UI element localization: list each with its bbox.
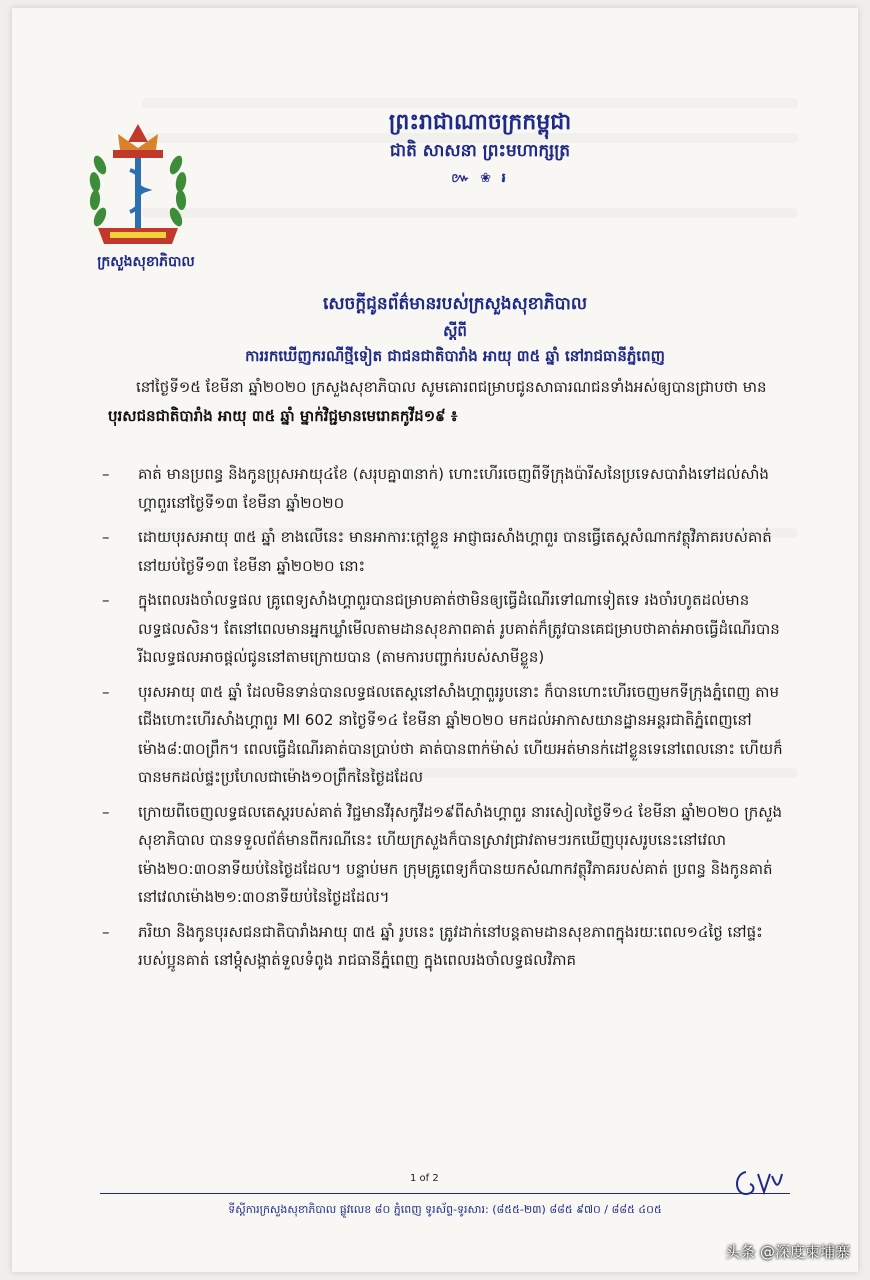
page-number: 1 of 2 [410,1173,439,1184]
ornament-divider: ៚ ❀ ៛ [451,171,509,186]
bullet-text: ក្នុងពេលរងចាំលទ្ធផល គ្រូពេទ្យសាំងហ្គាពួរបានជម្រាបគាត់ថាមិនឲ្យធ្វើដំណើរទៅណាទៀតទេ រងចាំរហូតដល់មានលទ្ធផលសិន។ តែនៅពេលមានអ្នកឃ្លាំមើលតាមដានសុខភាពគាត់ រូបគាត់ក៏ត្រូវបានគេជម្រាបថាគាត់អាចធ្វើដំណើរបាន រីឯលទ្ធផលអាចផ្តល់ជូននៅតាមក្រោយបាន (តាមការបញ្ជាក់របស់សាមីខ្លួន) [138,591,780,666]
press-release-subject: ការរកឃើញករណីថ្មីទៀត ជាជនជាតិបារាំង អាយុ ៣៥ ឆ្នាំ នៅរាជធានីភ្នំពេញ [245,347,665,365]
intro-text: នៅថ្ងៃទី១៥ ខែមីនា ឆ្នាំ២០២០ ក្រសួងសុខាភិបាល សូមគោរពជម្រាបជូនសាធារណជនទាំងអស់ឲ្យបានជ្រាបថា មាន [136,378,767,396]
bullet-text: ក្រោយពីចេញលទ្ធផលតេស្តរបស់គាត់ វិជ្ជមានវីរុសកូវីដ១៩ពីសាំងហ្គាពួរ នារសៀលថ្ងៃទី១៤ ខែមីនា ឆ្នាំ២០២០ ក្រសួងសុខាភិបាល បានទទួលព័ត៌មានពីករណីនេះ ហើយក្រសួងក៏បានស្រាវជ្រាវតាមៗរកឃើញបុរសរូបនេះនៅវេលាម៉ោង២០:៣០នាទីយប់នៃថ្ងៃដដែល។ បន្ទាប់មក ក្រុមគ្រូពេទ្យក៏បានយកសំណាកវត្ថុវិភាគរបស់គាត់ ប្រពន្ធ និងកូនគាត់ នៅវេលាម៉ោង២១:៣០នាទីយប់នៃថ្ងៃដដែល។ [138,802,783,906]
bullet-text: ដោយបុរសអាយុ ៣៥ ឆ្នាំ ខាងលើនេះ មានអាការៈក្តៅខ្លួន អាជ្ញាធរសាំងហ្គាពួរ បានធ្វើតេស្តសំណាកវត្ថុវិភាគរបស់គាត់នៅយប់ថ្ងៃទី១៣ ខែមីនា ឆ្នាំ២០២០ នោះ [138,528,772,575]
footer-divider [100,1193,790,1194]
bleed-through-line [142,208,798,218]
ministry-name: ក្រសួងសុខាភិបាល [97,254,195,270]
bullet-text: គាត់ មានប្រពន្ធ និងកូនប្រុសអាយុ៤ខែ (សរុបគ្នា៣នាក់) ហោះហើរចេញពីទីក្រុងប៉ារីសនៃប្រទេសបារាំងទៅដល់សាំងហ្គាពួរនៅថ្ងៃទី១៣ ខែមីនា ឆ្នាំ២០២០ [138,465,769,512]
bullet-list [102,460,788,981]
list-item: – ដោយបុរសអាយុ ៣៥ ឆ្នាំ ខាងលើនេះ មានអាការៈក្តៅខ្លួន អាជ្ញាធរសាំងហ្គាពួរ បានធ្វើតេស្តសំណាកវត្ថុវិភាគរបស់គាត់នៅយប់ថ្ងៃទី១៣ ខែមីនា ឆ្នាំ២០២០ នោះ [102,528,772,575]
list-item: – គាត់ មានប្រពន្ធ និងកូនប្រុសអាយុ៤ខែ (សរុបគ្នា៣នាក់) ហោះហើរចេញពីទីក្រុងប៉ារីសនៃប្រទេសបារាំងទៅដល់សាំងហ្គាពួរនៅថ្ងៃទី១៣ ខែមីនា ឆ្នាំ២០២០ [102,465,769,512]
intro-bold-text: បុរសជនជាតិបារាំង អាយុ ៣៥ ឆ្នាំ ម្នាក់វិជ្ជមានមេរោគកូវីដ១៩ ៖ [108,406,458,425]
ministry-of-health-emblem-icon [78,120,198,270]
bullet-text: បុរសអាយុ ៣៥ ឆ្នាំ ដែលមិនទាន់បានលទ្ធផលតេស្តនៅសាំងហ្គាពួររូបនោះ ក៏បានហោះហើរចេញមកទីក្រុងភ្នំពេញ តាមជើងហោះហើរសាំងហ្គាពួរ MI 602 នាថ្ងៃទី១៤ ខែមីនា ឆ្នាំ២០២០ មកដល់អាកាសយានដ្ឋានអន្តរជាតិភ្នំពេញនៅម៉ោង៨:៣០ព្រឹក។ ពេលធ្វើដំណើរគាត់បានប្រាប់ថា គាត់បានពាក់ម៉ាស់ ហើយអត់មានក់ដៅខ្លួនទេនៅពេលនោះ ហើយក៏បានមកដល់ផ្ទះប្រហែលជាម៉ោង១០ព្រឹកនៃថ្ងៃដដែល [138,682,783,786]
intro-paragraph [108,373,788,430]
bullet-text: ភរិយា និងកូនបុរសជនជាតិបារាំងអាយុ ៣៥ ឆ្នាំ រូបនេះ ត្រូវដាក់នៅបន្តតាមដានសុខភាពក្នុងរយៈពេល១៤ថ្ងៃ នៅផ្ទះរបស់ប្អូនគាត់ នៅម្តុំសង្កាត់ទួលទំពូង រាជធានីភ្នំពេញ ក្នុងពេលរងចាំលទ្ធផលវិភាគ [138,922,763,969]
kingdom-title: ព្រះរាជាណាចក្រកម្ពុជា [388,110,572,135]
source-watermark: 头条 @深度柬埔寨 [725,1243,850,1261]
bleed-through-line [142,98,798,108]
initials-signature-icon [732,1166,786,1200]
press-release-subject-label: ស្តីពី [443,322,467,340]
list-item: – ភរិយា និងកូនបុរសជនជាតិបារាំងអាយុ ៣៥ ឆ្នាំ រូបនេះ ត្រូវដាក់នៅបន្តតាមដានសុខភាពក្នុងរយៈពេល១៤ថ្ងៃ នៅផ្ទះរបស់ប្អូនគាត់ នៅម្តុំសង្កាត់ទួលទំពូង រាជធានីភ្នំពេញ ក្នុងពេលរងចាំលទ្ធផលវិភាគ [102,922,763,969]
list-item: – ក្រោយពីចេញលទ្ធផលតេស្តរបស់គាត់ វិជ្ជមានវីរុសកូវីដ១៩ពីសាំងហ្គាពួរ នារសៀលថ្ងៃទី១៤ ខែមីនា ឆ្នាំ២០២០ ក្រសួងសុខាភិបាល បានទទួលព័ត៌មានពីករណីនេះ ហើយក្រសួងក៏បានស្រាវជ្រាវតាមៗរកឃើញបុរសរូបនេះនៅវេលាម៉ោង២០:៣០នាទីយប់នៃថ្ងៃដដែល។ បន្ទាប់មក ក្រុមគ្រូពេទ្យក៏បានយកសំណាកវត្ថុវិភាគរបស់គាត់ ប្រពន្ធ និងកូនគាត់ នៅវេលាម៉ោង២១:៣០នាទីយប់នៃថ្ងៃដដែល។ [102,802,783,906]
list-item: – បុរសអាយុ ៣៥ ឆ្នាំ ដែលមិនទាន់បានលទ្ធផលតេស្តនៅសាំងហ្គាពួររូបនោះ ក៏បានហោះហើរចេញមកទីក្រុងភ្នំពេញ តាមជើងហោះហើរសាំងហ្គាពួរ MI 602 នាថ្ងៃទី១៤ ខែមីនា ឆ្នាំ២០២០ មកដល់អាកាសយានដ្ឋានអន្តរជាតិភ្នំពេញនៅម៉ោង៨:៣០ព្រឹក។ ពេលធ្វើដំណើរគាត់បានប្រាប់ថា គាត់បានពាក់ម៉ាស់ ហើយអត់មានក់ដៅខ្លួនទេនៅពេលនោះ ហើយក៏បានមកដល់ផ្ទះប្រហែលជាម៉ោង១០ព្រឹកនៃថ្ងៃដដែល [102,682,783,786]
footer-address: ទីស្តីការក្រសួងសុខាភិបាល ផ្លូវលេខ ៨០ ភ្នំពេញ ទូរស័ព្ទ-ទូរសារ: (៨៥៥-២៣) ៨៨៥ ៩៧០ / ៨៨៥ ៤០៥ [228,1203,662,1216]
list-item: – ក្នុងពេលរងចាំលទ្ធផល គ្រូពេទ្យសាំងហ្គាពួរបានជម្រាបគាត់ថាមិនឲ្យធ្វើដំណើរទៅណាទៀតទេ រងចាំរហូតដល់មានលទ្ធផលសិន។ តែនៅពេលមានអ្នកឃ្លាំមើលតាមដានសុខភាពគាត់ រូបគាត់ក៏ត្រូវបានគេជម្រាបថាគាត់អាចធ្វើដំណើរបាន រីឯលទ្ធផលអាចផ្តល់ជូននៅតាមក្រោយបាន (តាមការបញ្ជាក់របស់សាមីខ្លួន) [102,591,780,666]
national-motto: ជាតិ សាសនា ព្រះមហាក្សត្រ [389,141,571,161]
press-release-title: សេចក្តីជូនព័ត៌មានរបស់ក្រសួងសុខាភិបាល [322,294,588,314]
